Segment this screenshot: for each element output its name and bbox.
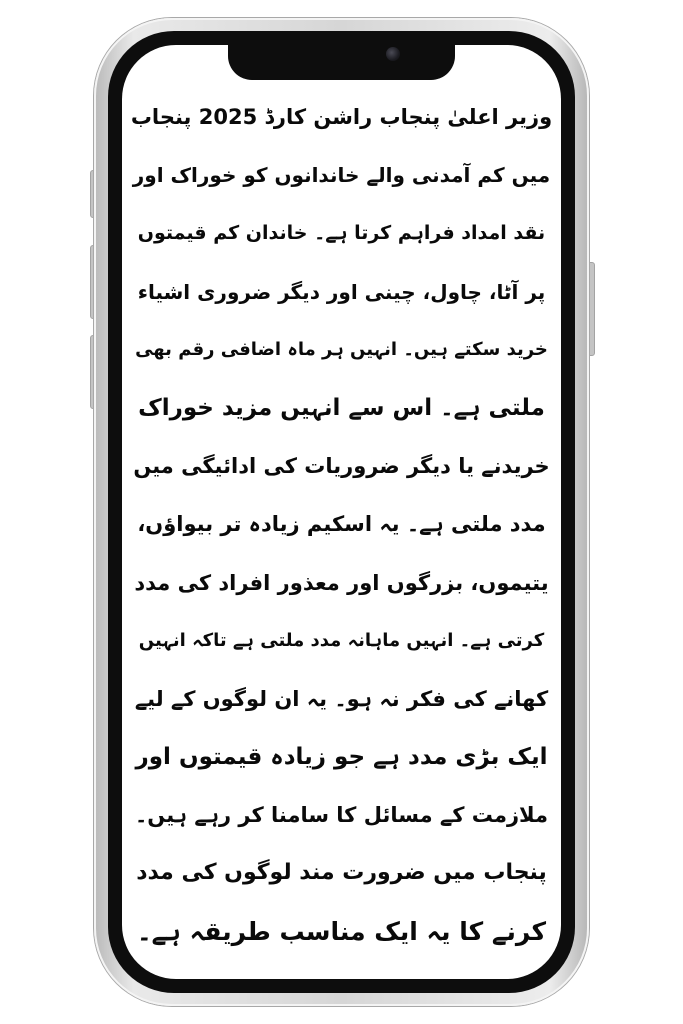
article-line: کرنے کا یہ ایک مناسب طریقہ ہے۔ (136, 916, 547, 946)
article-line: میں کم آمدنی والے خاندانوں کو خوراک اور (132, 163, 551, 188)
article-line: کرتی ہے۔ انہیں ماہانہ مدد ملتی ہے تاکہ انہیں (138, 629, 545, 651)
phone-notch (228, 40, 455, 80)
article-line: پر آٹا، چاول، چینی اور دیگر ضروری اشیاء (137, 279, 546, 304)
article-line: نقد امداد فراہم کرتا ہے۔ خاندان کم قیمتوں (137, 222, 546, 245)
article-line: پنجاب میں ضرورت مند لوگوں کی مدد (136, 860, 547, 886)
article-line: خرید سکتے ہیں۔ انہیں ہر ماہ اضافی رقم بھی (135, 338, 548, 360)
article-line: مدد ملتی ہے۔ یہ اسکیم زیادہ تر بیواؤں، (137, 512, 546, 537)
article-line: یتیموں، بزرگوں اور معذور افراد کی مدد (134, 570, 549, 595)
article-text (130, 88, 553, 961)
article-line: خریدنے یا دیگر ضروریات کی ادائیگی میں (133, 454, 550, 479)
article-line: کھانے کی فکر نہ ہو۔ یہ ان لوگوں کے لیے (134, 686, 549, 711)
article-line: ملتی ہے۔ اس سے انہیں مزید خوراک (138, 394, 545, 421)
article-line: ایک بڑی مدد ہے جو زیادہ قیمتوں اور (135, 744, 548, 771)
article-line: وزیر اعلیٰ پنجاب راشن کارڈ 2025 پنجاب (130, 105, 553, 129)
article-line: ملازمت کے مسائل کا سامنا کر رہے ہیں۔ (135, 803, 548, 828)
camera-icon (386, 47, 400, 61)
